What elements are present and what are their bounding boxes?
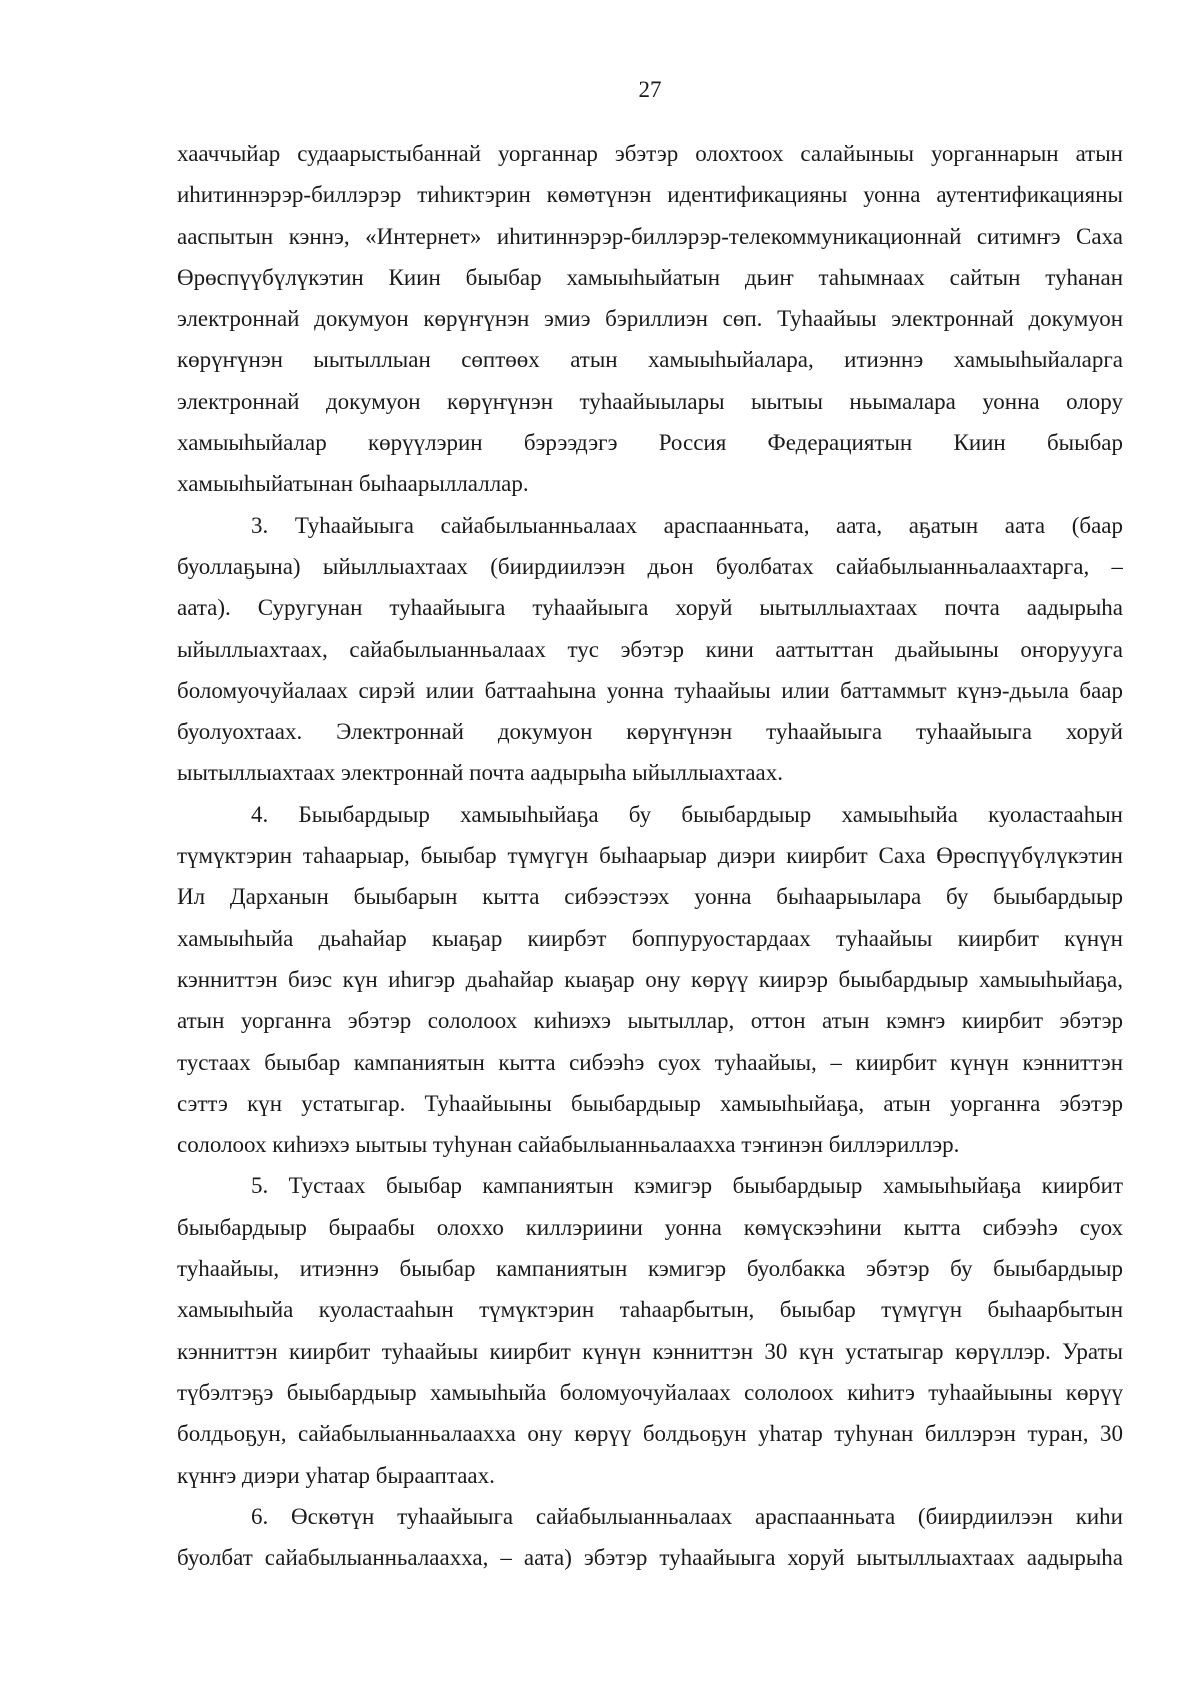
text-line: иһитиннэрэр-биллэрэр тиһиктэрин көмөтүнэн идентификацияны уонна аутентификацияны — [177, 182, 1123, 208]
text-line: хамыыһыйалар көрүүлэрин бэрээдэгэ Россия Федерациятын Киин быыбар — [177, 430, 1123, 456]
text-line: түмүктэрин таһаарыар, быыбар түмүгүн быһаарыар диэри киирбит Саха Өрөспүүбүлүкэтин — [177, 843, 1123, 869]
text-line: кэнниттэн биэс күн иһигэр дьаһайар кыаҕар ону көрүү киирэр быыбардыыр хамыыһыйаҕа, — [177, 966, 1123, 992]
text-line: электроннай докумуон көрүҥүнэн туһаайыылары ыытыы ньымалара уонна олору — [177, 388, 1123, 414]
text-line: аата). Суругунан туһаайыыга туһаайыыга хоруй ыытыллыахтаах почта аадырыһа — [177, 595, 1123, 621]
paragraph-5 — [177, 1165, 1123, 1495]
text-line: 5. Тустаах быыбар кампаниятын кэмигэр быыбардыыр хамыыһыйаҕа киирбит — [251, 1173, 1123, 1199]
text-line: кэнниттэн киирбит туһаайыы киирбит күнүн кэнниттэн 30 күн устатыгар көрүллэр. Ураты — [177, 1338, 1123, 1364]
document-body — [177, 133, 1123, 1578]
text-line: хамыыһыйа куоластааһын түмүктэрин таһаарбытын, быыбар түмүгүн быһаарбытын — [177, 1297, 1123, 1323]
text-line: буолуохтаах. Электроннай докумуон көрүҥүнэн туһаайыыга туһаайыыга хоруй — [177, 719, 1123, 745]
text-line: сэттэ күн устатыгар. Туһаайыыны быыбардыыр хамыыһыйаҕа, атын уорганҥа эбэтэр — [177, 1090, 1123, 1116]
text-line: түбэлтэҕэ быыбардыыр хамыыһыйа боломуочуйалаах сололоох киһитэ туһаайыыны көрүү — [177, 1379, 1123, 1405]
text-line: тустаах быыбар кампаниятын кытта сибээһэ суох туһаайыы, – киирбит күнүн кэнниттэн — [177, 1049, 1123, 1075]
text-line: хааччыйар судаарыстыбаннай уорганнар эбэтэр олохтоох салайыныы уорганнарын атын — [177, 141, 1123, 166]
text-line: ыытыллыахтаах электроннай почта аадырыһа ыйыллыахтаах. — [177, 760, 783, 786]
text-line: сололоох киһиэхэ ыытыы туһунан сайабылыанньалаахха тэҥинэн биллэриллэр. — [177, 1132, 960, 1158]
text-line: ыйыллыахтаах, сайабылыанньалаах тус эбэтэр кини ааттыттан дьайыыны оҥоруууга — [177, 636, 1123, 662]
text-line: 6. Өскөтүн туһаайыыга сайабылыанньалаах араспаанньата (биирдиилээн киһи — [251, 1503, 1123, 1529]
text-line: күнҥэ диэри уһатар бырааптаах. — [177, 1462, 495, 1488]
text-line: ааспытын кэннэ, «Интернет» иһитиннэрэр-биллэрэр-телекоммуникационнай ситимҥэ Саха — [177, 223, 1123, 249]
text-line: атын уорганҥа эбэтэр сололоох киһиэхэ ыытыллар, оттон атын кэмҥэ киирбит эбэтэр — [177, 1008, 1123, 1034]
text-line: көрүҥүнэн ыытыллыан сөптөөх атын хамыыһыйалара, итиэннэ хамыыһыйаларга — [177, 347, 1123, 373]
paragraph-6 — [177, 1496, 1123, 1579]
text-line: 4. Быыбардыыр хамыыһыйаҕа бу быыбардыыр хамыыһыйа куоластааһын — [251, 801, 1123, 827]
text-line: 3. Туһаайыыга сайабылыанньалаах араспаанньата, аата, аҕатын аата (баар — [251, 512, 1123, 538]
text-line: хамыыһыйатынан быһаарыллаллар. — [177, 471, 529, 497]
paragraph-3 — [177, 505, 1123, 794]
text-line: буолбат сайабылыанньалаахха, – аата) эбэтэр туһаайыыга хоруй ыытыллыахтаах аадырыһа — [177, 1545, 1123, 1571]
text-line: быыбардыыр быраабы олоххо киллэриини уонна көмүскээһини кытта сибээһэ суох — [177, 1214, 1123, 1240]
text-line: болдьоҕун, сайабылыанньалаахха ону көрүү болдьоҕун уһатар туһунан биллэрэн туран, 30 — [177, 1421, 1123, 1447]
text-line: Өрөспүүбүлүкэтин Киин быыбар хамыыһыйатын дьиҥ таһымнаах сайтын туһанан — [177, 264, 1123, 290]
text-line: буоллаҕына) ыйыллыахтаах (биирдиилээн дьон буолбатах сайабылыанньалаахтарга, – — [177, 553, 1123, 579]
page-number: 27 — [638, 77, 662, 102]
paragraph-continuation — [177, 133, 1123, 505]
paragraph-4 — [177, 794, 1123, 1166]
text-line: туһаайыы, итиэннэ быыбар кампаниятын кэмигэр буолбакка эбэтэр бу быыбардыыр — [177, 1256, 1123, 1282]
text-line: электроннай докумуон көрүҥүнэн эмиэ бэриллиэн сөп. Туһаайыы электроннай докумуон — [177, 306, 1123, 332]
text-line: боломуочуйалаах сирэй илии баттааһына уонна туһаайыы илии баттаммыт күнэ-дьыла баар — [177, 677, 1123, 703]
text-line: хамыыһыйа дьаһайар кыаҕар киирбэт боппуруостардаах туһаайыы киирбит күнүн — [177, 925, 1123, 951]
text-line: Ил Дарханын быыбарын кытта сибээстээх уонна быһаарыылара бу быыбардыыр — [177, 884, 1123, 910]
